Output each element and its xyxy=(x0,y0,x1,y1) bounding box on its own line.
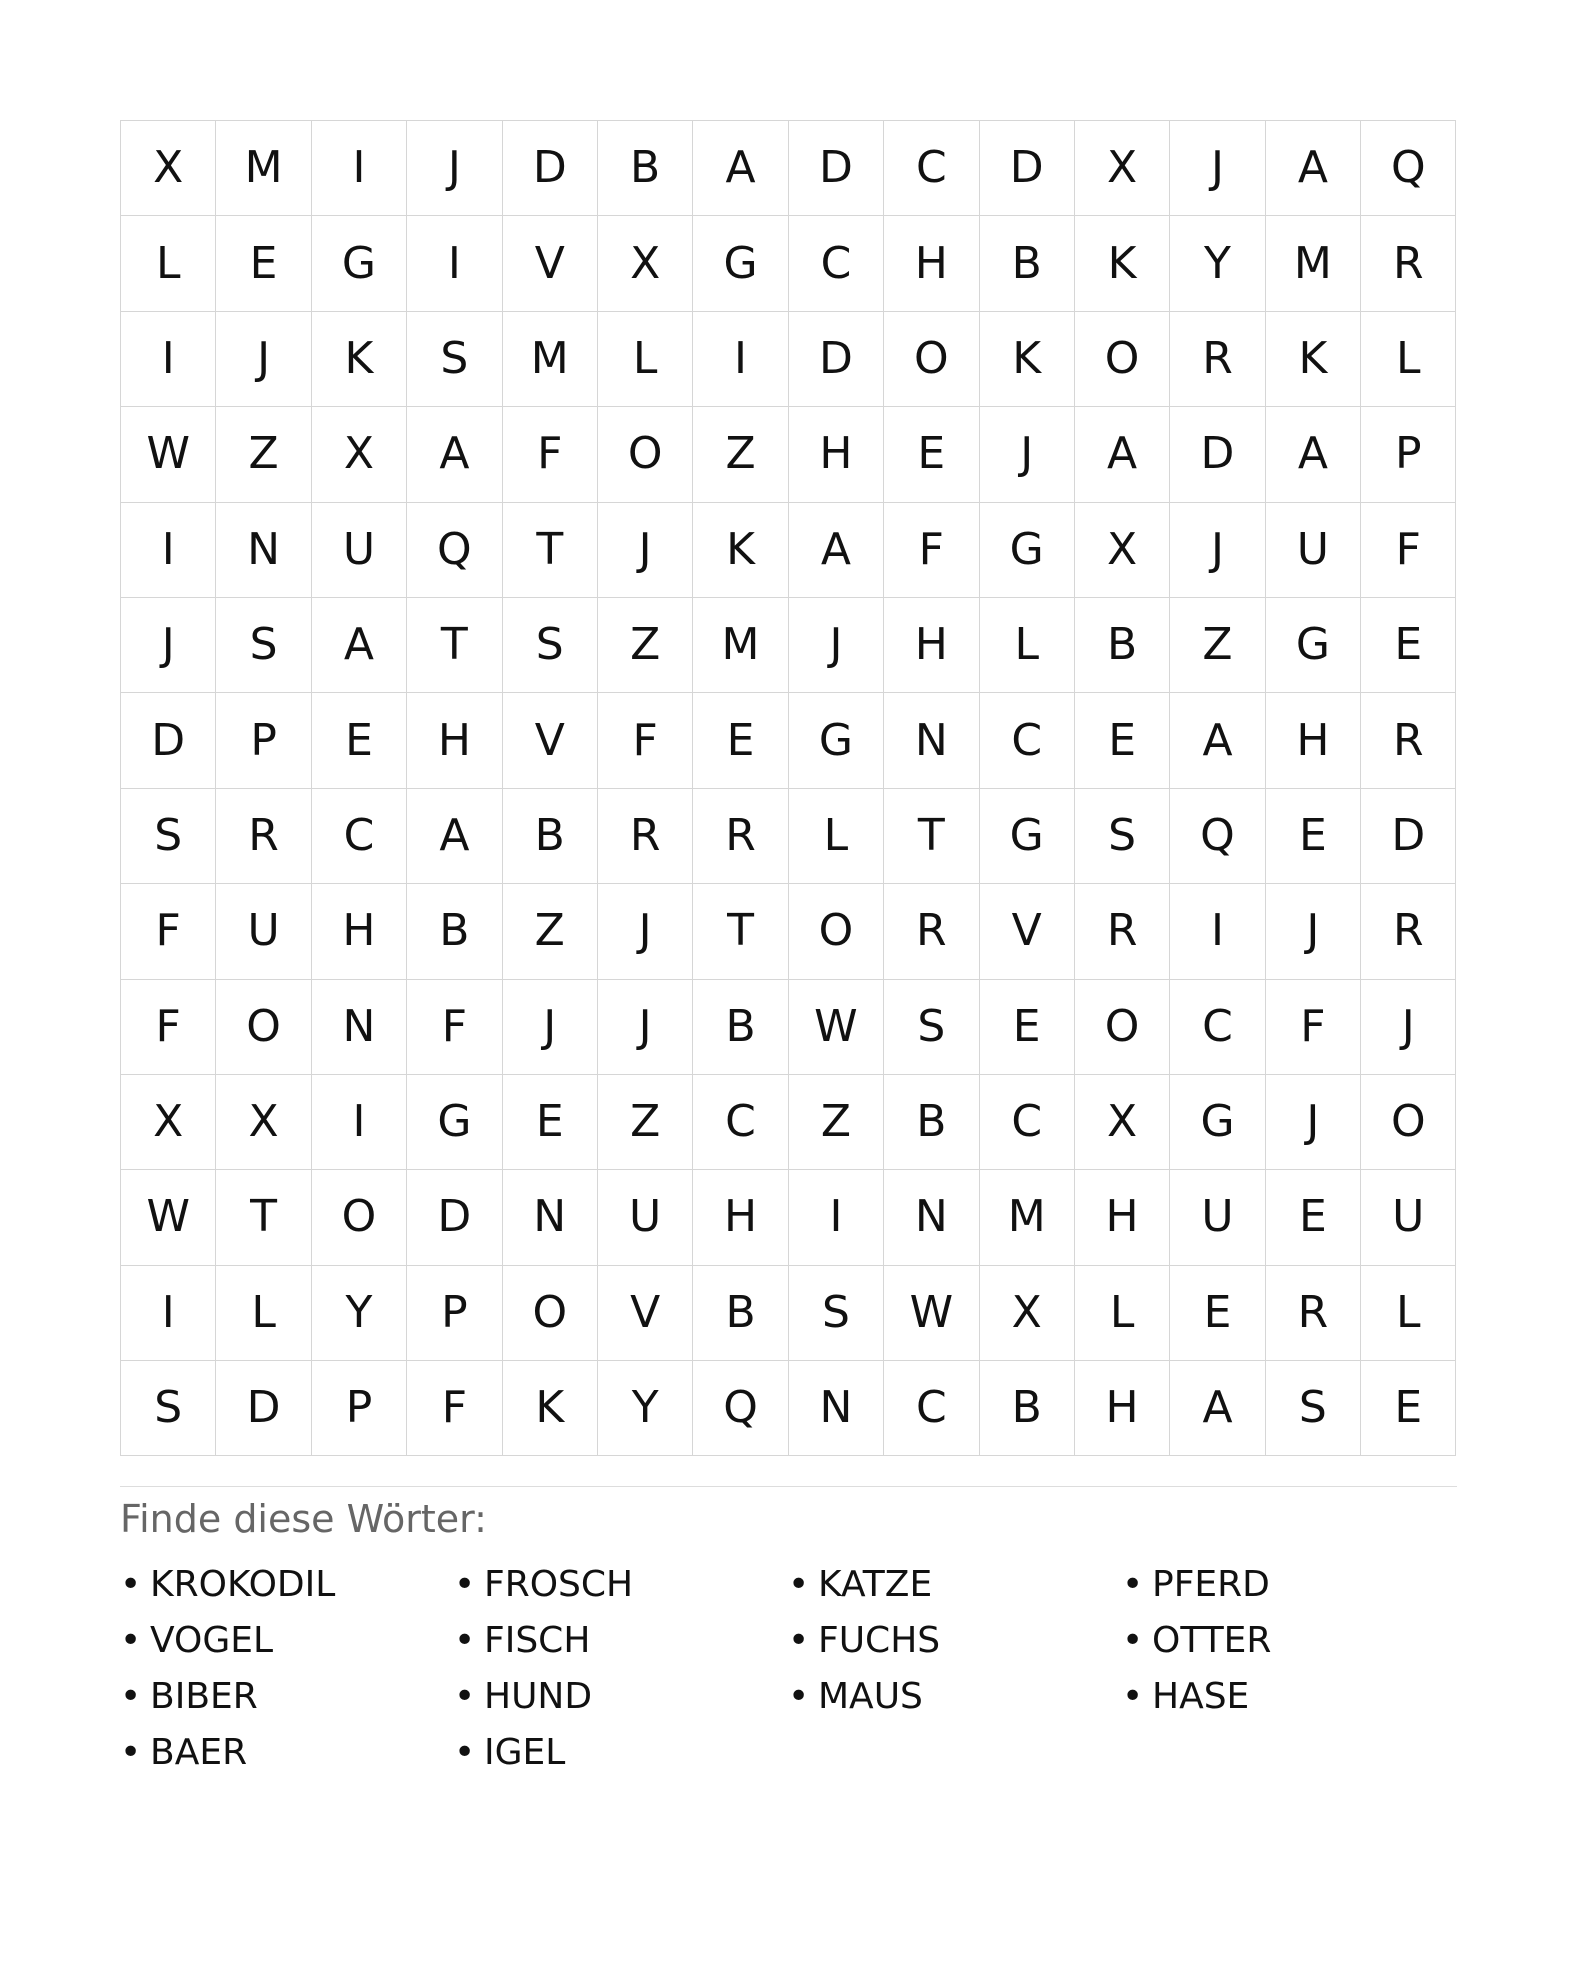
grid-cell[interactable]: J xyxy=(1266,884,1361,979)
grid-cell[interactable]: Z xyxy=(598,598,693,693)
grid-cell[interactable]: K xyxy=(1266,312,1361,407)
grid-cell[interactable]: C xyxy=(789,216,884,311)
word-list-item xyxy=(454,1557,788,1613)
grid-cell[interactable]: J xyxy=(598,884,693,979)
grid-cell[interactable]: Z xyxy=(216,407,311,502)
grid-cell[interactable]: Q xyxy=(1170,789,1265,884)
grid-cell[interactable]: U xyxy=(1361,1170,1456,1265)
grid-cell[interactable]: A xyxy=(1170,1361,1265,1456)
grid-cell[interactable]: W xyxy=(884,1266,979,1361)
word-list-item xyxy=(120,1557,454,1613)
grid-cell[interactable]: A xyxy=(1170,693,1265,788)
grid-cell[interactable]: Z xyxy=(1170,598,1265,693)
grid-cell[interactable]: B xyxy=(503,789,598,884)
grid-cell[interactable]: N xyxy=(789,1361,884,1456)
grid-cell[interactable]: W xyxy=(789,980,884,1075)
grid-cell[interactable]: N xyxy=(884,693,979,788)
grid-cell[interactable]: O xyxy=(1075,980,1170,1075)
grid-cell[interactable]: E xyxy=(1361,1361,1456,1456)
grid-cell[interactable]: C xyxy=(980,693,1075,788)
instructions-heading: Finde diese Wörter: xyxy=(120,1497,487,1542)
grid-cell[interactable]: J xyxy=(789,598,884,693)
bullet-icon: • xyxy=(788,1620,810,1662)
bullet-icon: • xyxy=(454,1676,476,1718)
grid-cell[interactable]: X xyxy=(598,216,693,311)
grid-cell[interactable]: M xyxy=(1266,216,1361,311)
grid-cell[interactable]: Q xyxy=(407,503,502,598)
grid-cell[interactable]: B xyxy=(693,980,788,1075)
grid-cell[interactable]: D xyxy=(789,121,884,216)
grid-cell[interactable]: O xyxy=(789,884,884,979)
grid-cell[interactable]: C xyxy=(1170,980,1265,1075)
grid-cell[interactable]: D xyxy=(216,1361,311,1456)
grid-cell[interactable]: P xyxy=(216,693,311,788)
grid-cell[interactable]: J xyxy=(1170,503,1265,598)
grid-cell[interactable]: V xyxy=(503,216,598,311)
grid-cell[interactable]: I xyxy=(121,1266,216,1361)
grid-cell[interactable]: J xyxy=(598,980,693,1075)
grid-cell[interactable]: A xyxy=(1266,121,1361,216)
grid-cell[interactable]: F xyxy=(407,1361,502,1456)
grid-cell[interactable]: G xyxy=(1170,1075,1265,1170)
grid-cell[interactable]: S xyxy=(216,598,311,693)
grid-cell[interactable]: I xyxy=(789,1170,884,1265)
word-label: VOGEL xyxy=(150,1620,274,1662)
grid-cell[interactable]: P xyxy=(407,1266,502,1361)
grid-cell[interactable]: L xyxy=(789,789,884,884)
grid-cell[interactable]: R xyxy=(598,789,693,884)
grid-cell[interactable]: K xyxy=(980,312,1075,407)
grid-cell[interactable]: G xyxy=(980,789,1075,884)
grid-cell[interactable]: N xyxy=(884,1170,979,1265)
grid-cell[interactable]: Z xyxy=(598,1075,693,1170)
grid-cell[interactable]: G xyxy=(312,216,407,311)
grid-cell[interactable]: A xyxy=(407,789,502,884)
grid-cell[interactable]: V xyxy=(598,1266,693,1361)
grid-cell[interactable]: T xyxy=(216,1170,311,1265)
word-list-item xyxy=(454,1613,788,1669)
grid-cell[interactable]: U xyxy=(1170,1170,1265,1265)
grid-cell[interactable]: C xyxy=(693,1075,788,1170)
grid-cell[interactable]: B xyxy=(693,1266,788,1361)
grid-cell[interactable]: R xyxy=(216,789,311,884)
grid-cell[interactable]: H xyxy=(789,407,884,502)
grid-cell[interactable]: X xyxy=(121,1075,216,1170)
grid-cell[interactable]: P xyxy=(1361,407,1456,502)
grid-cell[interactable]: K xyxy=(312,312,407,407)
grid-cell[interactable]: T xyxy=(693,884,788,979)
grid-cell[interactable]: X xyxy=(216,1075,311,1170)
grid-cell[interactable]: D xyxy=(789,312,884,407)
grid-cell[interactable]: S xyxy=(789,1266,884,1361)
word-label: BIBER xyxy=(150,1676,258,1718)
bullet-icon: • xyxy=(1122,1676,1144,1718)
grid-cell[interactable]: M xyxy=(216,121,311,216)
grid-cell[interactable]: D xyxy=(980,121,1075,216)
word-list-item xyxy=(788,1613,1122,1669)
bullet-icon: • xyxy=(788,1676,810,1718)
grid-cell[interactable]: N xyxy=(312,980,407,1075)
word-list-item xyxy=(788,1557,1122,1613)
grid-cell[interactable]: R xyxy=(884,884,979,979)
grid-cell[interactable]: H xyxy=(1075,1361,1170,1456)
word-label: PFERD xyxy=(1152,1564,1270,1606)
grid-cell[interactable]: O xyxy=(503,1266,598,1361)
grid-cell[interactable]: B xyxy=(884,1075,979,1170)
grid-cell[interactable]: X xyxy=(1075,1075,1170,1170)
word-label: KROKODIL xyxy=(150,1564,336,1606)
grid-cell[interactable]: L xyxy=(216,1266,311,1361)
grid-cell[interactable]: R xyxy=(1361,216,1456,311)
grid-cell[interactable]: X xyxy=(980,1266,1075,1361)
grid-cell[interactable]: T xyxy=(884,789,979,884)
grid-cell[interactable]: M xyxy=(503,312,598,407)
grid-cell[interactable]: H xyxy=(1075,1170,1170,1265)
grid-cell[interactable]: M xyxy=(693,598,788,693)
grid-cell[interactable]: R xyxy=(1266,1266,1361,1361)
word-list-item xyxy=(120,1613,454,1669)
grid-cell[interactable]: O xyxy=(1361,1075,1456,1170)
grid-cell[interactable]: I xyxy=(693,312,788,407)
grid-cell[interactable]: M xyxy=(980,1170,1075,1265)
grid-cell[interactable]: E xyxy=(312,693,407,788)
grid-cell[interactable]: G xyxy=(789,693,884,788)
word-search-page xyxy=(120,120,1456,1781)
grid-cell[interactable]: S xyxy=(121,1361,216,1456)
grid-cell[interactable]: A xyxy=(1075,407,1170,502)
grid-cell[interactable]: U xyxy=(216,884,311,979)
bullet-icon: • xyxy=(120,1676,142,1718)
grid-cell[interactable]: Y xyxy=(1170,216,1265,311)
grid-cell[interactable]: X xyxy=(1075,121,1170,216)
word-list-item xyxy=(788,1669,1122,1725)
grid-cell[interactable]: E xyxy=(1266,789,1361,884)
grid-cell[interactable]: X xyxy=(1075,503,1170,598)
grid-cell[interactable]: V xyxy=(980,884,1075,979)
grid-cell[interactable]: C xyxy=(980,1075,1075,1170)
word-label: BAER xyxy=(150,1732,248,1774)
divider xyxy=(120,1486,1457,1487)
letter-grid xyxy=(120,120,1456,1456)
grid-cell[interactable]: E xyxy=(1266,1170,1361,1265)
grid-cell[interactable]: G xyxy=(980,503,1075,598)
grid-cell[interactable]: A xyxy=(407,407,502,502)
grid-cell[interactable]: H xyxy=(884,598,979,693)
grid-cell[interactable]: G xyxy=(1266,598,1361,693)
grid-cell[interactable]: D xyxy=(407,1170,502,1265)
word-list-item xyxy=(454,1669,788,1725)
grid-cell[interactable]: L xyxy=(1075,1266,1170,1361)
grid-cell[interactable]: L xyxy=(598,312,693,407)
grid-cell[interactable]: N xyxy=(216,503,311,598)
grid-cell[interactable]: F xyxy=(598,693,693,788)
grid-cell[interactable]: I xyxy=(121,503,216,598)
grid-cell[interactable]: Z xyxy=(693,407,788,502)
word-list-item xyxy=(454,1725,788,1781)
word-label: FUCHS xyxy=(818,1620,941,1662)
grid-cell[interactable]: W xyxy=(121,1170,216,1265)
bullet-icon: • xyxy=(1122,1564,1144,1606)
grid-cell[interactable]: Y xyxy=(598,1361,693,1456)
grid-cell[interactable]: C xyxy=(884,121,979,216)
grid-cell[interactable]: J xyxy=(1170,121,1265,216)
grid-cell[interactable]: F xyxy=(1361,503,1456,598)
grid-cell[interactable]: J xyxy=(216,312,311,407)
grid-cell[interactable]: G xyxy=(407,1075,502,1170)
grid-cell[interactable]: D xyxy=(121,693,216,788)
word-list-item xyxy=(1122,1669,1456,1725)
grid-cell[interactable]: C xyxy=(312,789,407,884)
grid-cell[interactable]: J xyxy=(503,980,598,1075)
grid-cell[interactable]: Q xyxy=(1361,121,1456,216)
grid-cell[interactable]: L xyxy=(121,216,216,311)
grid-cell[interactable]: E xyxy=(980,980,1075,1075)
grid-cell[interactable]: H xyxy=(407,693,502,788)
grid-cell[interactable]: T xyxy=(503,503,598,598)
grid-cell[interactable]: H xyxy=(884,216,979,311)
grid-cell[interactable]: B xyxy=(598,121,693,216)
grid-cell[interactable]: O xyxy=(598,407,693,502)
grid-cell[interactable]: B xyxy=(980,216,1075,311)
grid-cell[interactable]: O xyxy=(1075,312,1170,407)
grid-cell[interactable]: U xyxy=(312,503,407,598)
grid-cell[interactable]: E xyxy=(1361,598,1456,693)
word-label: KATZE xyxy=(818,1564,933,1606)
word-label: HUND xyxy=(484,1676,593,1718)
word-list-item xyxy=(1122,1557,1456,1613)
grid-cell[interactable]: K xyxy=(1075,216,1170,311)
grid-cell[interactable]: O xyxy=(884,312,979,407)
word-list-item xyxy=(120,1669,454,1725)
grid-cell[interactable]: D xyxy=(1361,789,1456,884)
grid-cell[interactable]: S xyxy=(1266,1361,1361,1456)
grid-cell[interactable]: I xyxy=(121,312,216,407)
word-list xyxy=(120,1557,1456,1781)
grid-cell[interactable]: Z xyxy=(789,1075,884,1170)
bullet-icon: • xyxy=(454,1620,476,1662)
word-label: FROSCH xyxy=(484,1564,634,1606)
grid-cell[interactable]: N xyxy=(503,1170,598,1265)
grid-cell[interactable]: F xyxy=(121,980,216,1075)
grid-cell[interactable]: S xyxy=(1075,789,1170,884)
word-label: FISCH xyxy=(484,1620,591,1662)
grid-cell[interactable]: Q xyxy=(693,1361,788,1456)
grid-cell[interactable]: V xyxy=(503,693,598,788)
grid-cell[interactable]: X xyxy=(121,121,216,216)
grid-cell[interactable]: R xyxy=(1361,693,1456,788)
grid-cell[interactable]: O xyxy=(312,1170,407,1265)
grid-cell[interactable]: E xyxy=(216,216,311,311)
grid-cell[interactable]: D xyxy=(503,121,598,216)
grid-cell[interactable]: X xyxy=(312,407,407,502)
grid-cell[interactable]: R xyxy=(1075,884,1170,979)
grid-cell[interactable]: A xyxy=(693,121,788,216)
grid-cell[interactable]: R xyxy=(1170,312,1265,407)
grid-cell[interactable]: I xyxy=(312,1075,407,1170)
grid-cell[interactable]: R xyxy=(693,789,788,884)
grid-cell[interactable]: L xyxy=(1361,312,1456,407)
grid-cell[interactable]: A xyxy=(312,598,407,693)
grid-cell[interactable]: L xyxy=(980,598,1075,693)
grid-cell[interactable]: S xyxy=(884,980,979,1075)
grid-cell[interactable]: S xyxy=(407,312,502,407)
grid-cell[interactable]: I xyxy=(1170,884,1265,979)
grid-cell[interactable]: S xyxy=(503,598,598,693)
grid-cell[interactable]: P xyxy=(312,1361,407,1456)
word-label: OTTER xyxy=(1152,1620,1272,1662)
word-list-item xyxy=(1122,1613,1456,1669)
grid-cell[interactable]: J xyxy=(121,598,216,693)
grid-cell[interactable]: J xyxy=(407,121,502,216)
grid-cell[interactable]: A xyxy=(789,503,884,598)
grid-cell[interactable]: H xyxy=(693,1170,788,1265)
grid-cell[interactable]: E xyxy=(1075,693,1170,788)
grid-cell[interactable]: K xyxy=(503,1361,598,1456)
grid-cell[interactable]: A xyxy=(1266,407,1361,502)
grid-cell[interactable]: E xyxy=(693,693,788,788)
grid-cell[interactable]: J xyxy=(1361,980,1456,1075)
word-list-item xyxy=(120,1725,454,1781)
grid-cell[interactable]: L xyxy=(1361,1266,1456,1361)
grid-cell[interactable]: U xyxy=(1266,503,1361,598)
grid-cell[interactable]: Y xyxy=(312,1266,407,1361)
grid-cell[interactable]: J xyxy=(980,407,1075,502)
grid-cell[interactable]: F xyxy=(407,980,502,1075)
word-label: HASE xyxy=(1152,1676,1250,1718)
grid-cell[interactable]: B xyxy=(980,1361,1075,1456)
grid-cell[interactable]: G xyxy=(693,216,788,311)
grid-cell[interactable]: F xyxy=(884,503,979,598)
bullet-icon: • xyxy=(1122,1620,1144,1662)
grid-cell[interactable]: U xyxy=(598,1170,693,1265)
grid-cell[interactable]: I xyxy=(312,121,407,216)
grid-cell[interactable]: I xyxy=(407,216,502,311)
grid-cell[interactable]: E xyxy=(503,1075,598,1170)
grid-cell[interactable]: F xyxy=(1266,980,1361,1075)
bullet-icon: • xyxy=(788,1564,810,1606)
grid-cell[interactable]: J xyxy=(1266,1075,1361,1170)
grid-cell[interactable]: W xyxy=(121,407,216,502)
grid-cell[interactable]: D xyxy=(1170,407,1265,502)
grid-cell[interactable]: C xyxy=(884,1361,979,1456)
grid-cell[interactable]: R xyxy=(1361,884,1456,979)
grid-cell[interactable]: H xyxy=(1266,693,1361,788)
grid-cell[interactable]: T xyxy=(407,598,502,693)
grid-cell[interactable]: F xyxy=(121,884,216,979)
bullet-icon: • xyxy=(120,1620,142,1662)
word-label: IGEL xyxy=(484,1732,566,1774)
grid-cell[interactable]: E xyxy=(1170,1266,1265,1361)
grid-cell[interactable]: H xyxy=(312,884,407,979)
grid-cell[interactable]: F xyxy=(503,407,598,502)
grid-cell[interactable]: Z xyxy=(503,884,598,979)
grid-cell[interactable]: O xyxy=(216,980,311,1075)
bullet-icon: • xyxy=(454,1564,476,1606)
grid-cell[interactable]: K xyxy=(693,503,788,598)
bullet-icon: • xyxy=(120,1732,142,1774)
bullet-icon: • xyxy=(454,1732,476,1774)
grid-cell[interactable]: E xyxy=(884,407,979,502)
grid-cell[interactable]: S xyxy=(121,789,216,884)
word-label: MAUS xyxy=(818,1676,923,1718)
grid-cell[interactable]: B xyxy=(407,884,502,979)
grid-cell[interactable]: B xyxy=(1075,598,1170,693)
bullet-icon: • xyxy=(120,1564,142,1606)
grid-cell[interactable]: J xyxy=(598,503,693,598)
